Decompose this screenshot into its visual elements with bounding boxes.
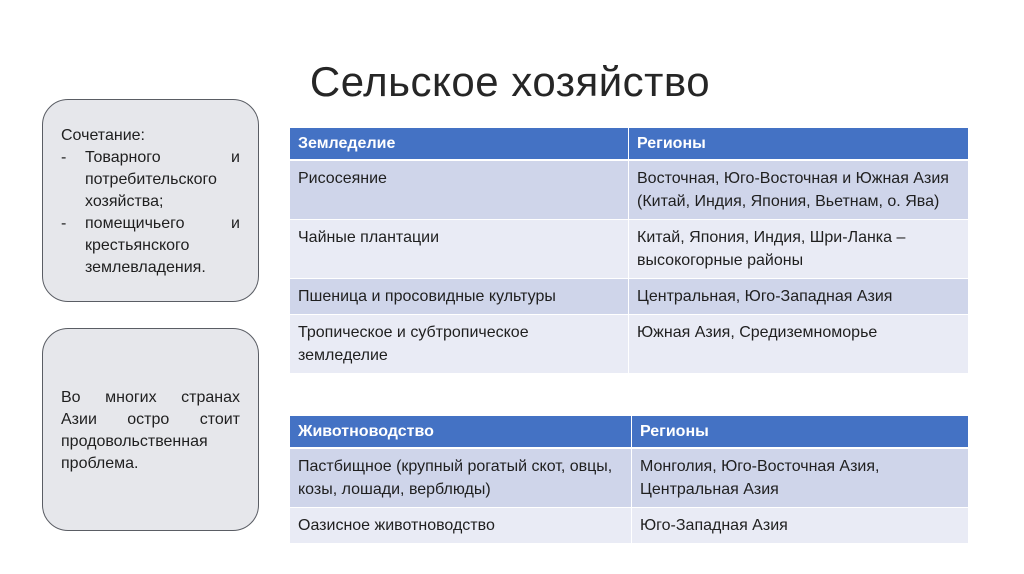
table-row xyxy=(290,279,968,315)
list-item: - Товарного и потребительского хозяйства; xyxy=(61,147,240,213)
table-cell: Пастбищное (крупный рогатый скот, овцы, козы, лошади, верблюды) xyxy=(290,448,632,508)
table-row xyxy=(290,160,968,220)
table-cell: Пшеница и просовидные культуры xyxy=(290,279,629,315)
column-header-farming: Земледелие xyxy=(290,128,629,160)
table-cell: Юго-Западная Азия xyxy=(632,508,969,544)
column-header-regions: Регионы xyxy=(629,128,969,160)
table-cell: Тропическое и субтропическое земледелие xyxy=(290,315,629,374)
note-box-combination xyxy=(42,99,259,302)
table-row xyxy=(290,508,968,544)
list-item: - помещичьего и крестьянского землевладения. xyxy=(61,213,240,279)
note-box-heading: Сочетание: xyxy=(61,127,145,144)
table-cell: Монголия, Юго-Восточная Азия, Центральная Азия xyxy=(632,448,969,508)
note-box-food-problem xyxy=(42,328,259,531)
table-cell: Китай, Япония, Индия, Шри-Ланка – высокогорные районы xyxy=(629,220,969,279)
table-cell: Чайные плантации xyxy=(290,220,629,279)
table-cell: Рисосеяние xyxy=(290,160,629,220)
table-cell: Центральная, Юго-Западная Азия xyxy=(629,279,969,315)
farming-table xyxy=(290,128,968,374)
table-row xyxy=(290,448,968,508)
slide-title: Сельское хозяйство xyxy=(309,58,711,105)
table-row xyxy=(290,220,968,279)
table-header-row xyxy=(290,128,968,160)
table-cell: Оазисное животноводство xyxy=(290,508,632,544)
table-row xyxy=(290,315,968,374)
note-box-text: Во многих странах Азии остро стоит продовольственная проблема. xyxy=(61,389,240,472)
livestock-table xyxy=(290,416,968,544)
column-header-livestock: Животноводство xyxy=(290,416,632,448)
table-cell: Восточная, Юго-Восточная и Южная Азия (Китай, Индия, Япония, Вьетнам, о. Ява) xyxy=(629,160,969,220)
note-box-list xyxy=(61,147,240,279)
table-cell: Южная Азия, Средиземноморье xyxy=(629,315,969,374)
table-header-row xyxy=(290,416,968,448)
column-header-regions: Регионы xyxy=(632,416,969,448)
